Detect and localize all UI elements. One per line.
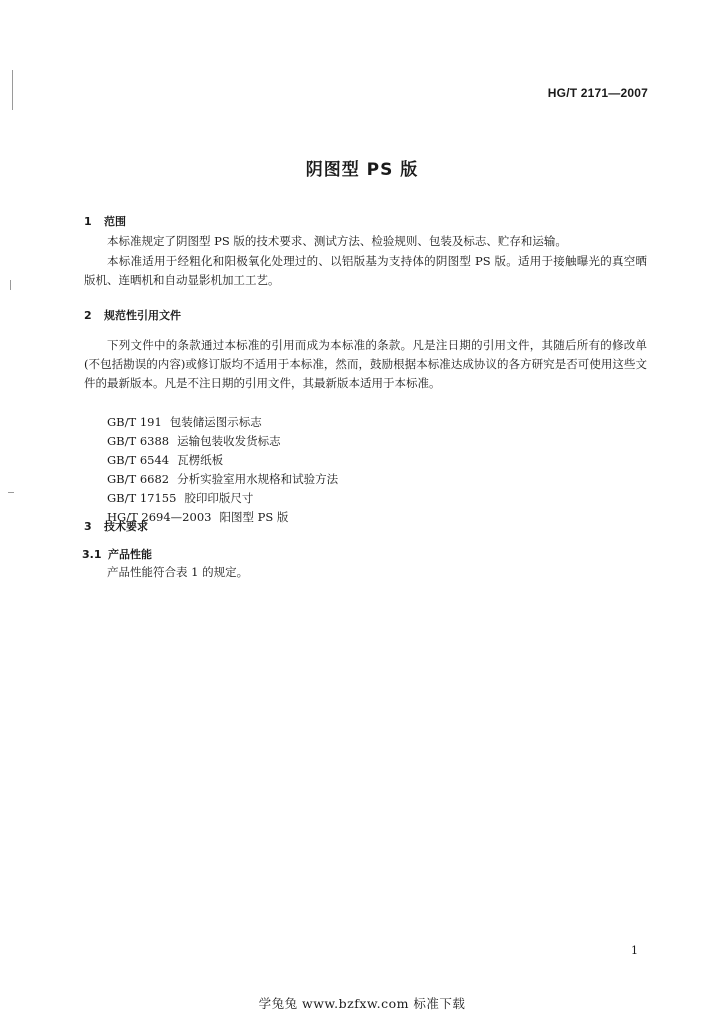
- reference-name: 包装储运图示标志: [169, 415, 262, 429]
- reference-item: [107, 451, 338, 470]
- reference-code: GB/T 191: [107, 415, 162, 429]
- reference-code: GB/T 6388: [107, 434, 170, 448]
- section-1-paragraph-1: 本标准规定了阴图型 PS 版的技术要求、测试方法、检验规则、包装及标志、贮存和运输。: [107, 234, 567, 248]
- subsection-3-1-heading: [82, 546, 152, 562]
- section-number: 3: [84, 520, 92, 533]
- reference-name: 分析实验室用水规格和试验方法: [177, 472, 339, 486]
- scan-margin-mark: [12, 70, 13, 110]
- reference-code: HG/T 2694—2003: [107, 510, 212, 524]
- reference-item: [107, 413, 338, 432]
- subsection-number: 3.1: [82, 548, 102, 561]
- section-2-heading: [84, 307, 181, 323]
- section-1-paragraph-2: 本标准适用于经粗化和阳极氧化处理过的、以铝版基为支持体的阴图型 PS 版。适用于接触曝光的真空晒版机、连晒机和自动显影机加工工艺。: [84, 254, 647, 287]
- standard-code: HG/T 2171—2007: [547, 86, 648, 100]
- scan-margin-mark: [10, 280, 11, 290]
- subsection-title: 产品性能: [108, 548, 152, 561]
- reference-code: GB/T 6544: [107, 453, 170, 467]
- document-title: 阴图型 PS 版: [305, 160, 419, 180]
- section-3-heading: [84, 518, 148, 534]
- reference-code: GB/T 17155: [107, 491, 177, 505]
- section-1-heading: [84, 213, 126, 229]
- normative-reference-list: [107, 413, 338, 527]
- section-2-intro: 下列文件中的条款通过本标准的引用而成为本标准的条款。凡是注日期的引用文件，其随后所有的修改单(不包括勘误的内容)或修订版均不适用于本标准，然而，鼓励根据本标准达成协议的各方研究是否可使用这些文件的最新版本。凡是不注日期的引用文件，其最新版本适用于本标准。: [84, 338, 647, 390]
- section-title: 技术要求: [104, 520, 148, 533]
- subsection-3-1-text: 产品性能符合表 1 的规定。: [107, 565, 249, 579]
- section-number: 1: [84, 215, 92, 228]
- reference-item: [107, 470, 338, 489]
- reference-name: 胶印印版尺寸: [184, 491, 254, 505]
- reference-name: 阳图型 PS 版: [219, 510, 289, 524]
- page-number: 1: [631, 944, 638, 957]
- section-title: 规范性引用文件: [104, 309, 181, 322]
- section-number: 2: [84, 309, 92, 322]
- reference-name: 运输包装收发货标志: [177, 434, 281, 448]
- reference-item: [107, 489, 338, 508]
- reference-code: GB/T 6682: [107, 472, 170, 486]
- reference-item: [107, 432, 338, 451]
- footer-watermark: 学兔兔 www.bzfxw.com 标准下载: [258, 996, 466, 1011]
- reference-name: 瓦楞纸板: [177, 453, 224, 467]
- scan-margin-mark: [8, 492, 14, 493]
- section-title: 范围: [104, 215, 126, 228]
